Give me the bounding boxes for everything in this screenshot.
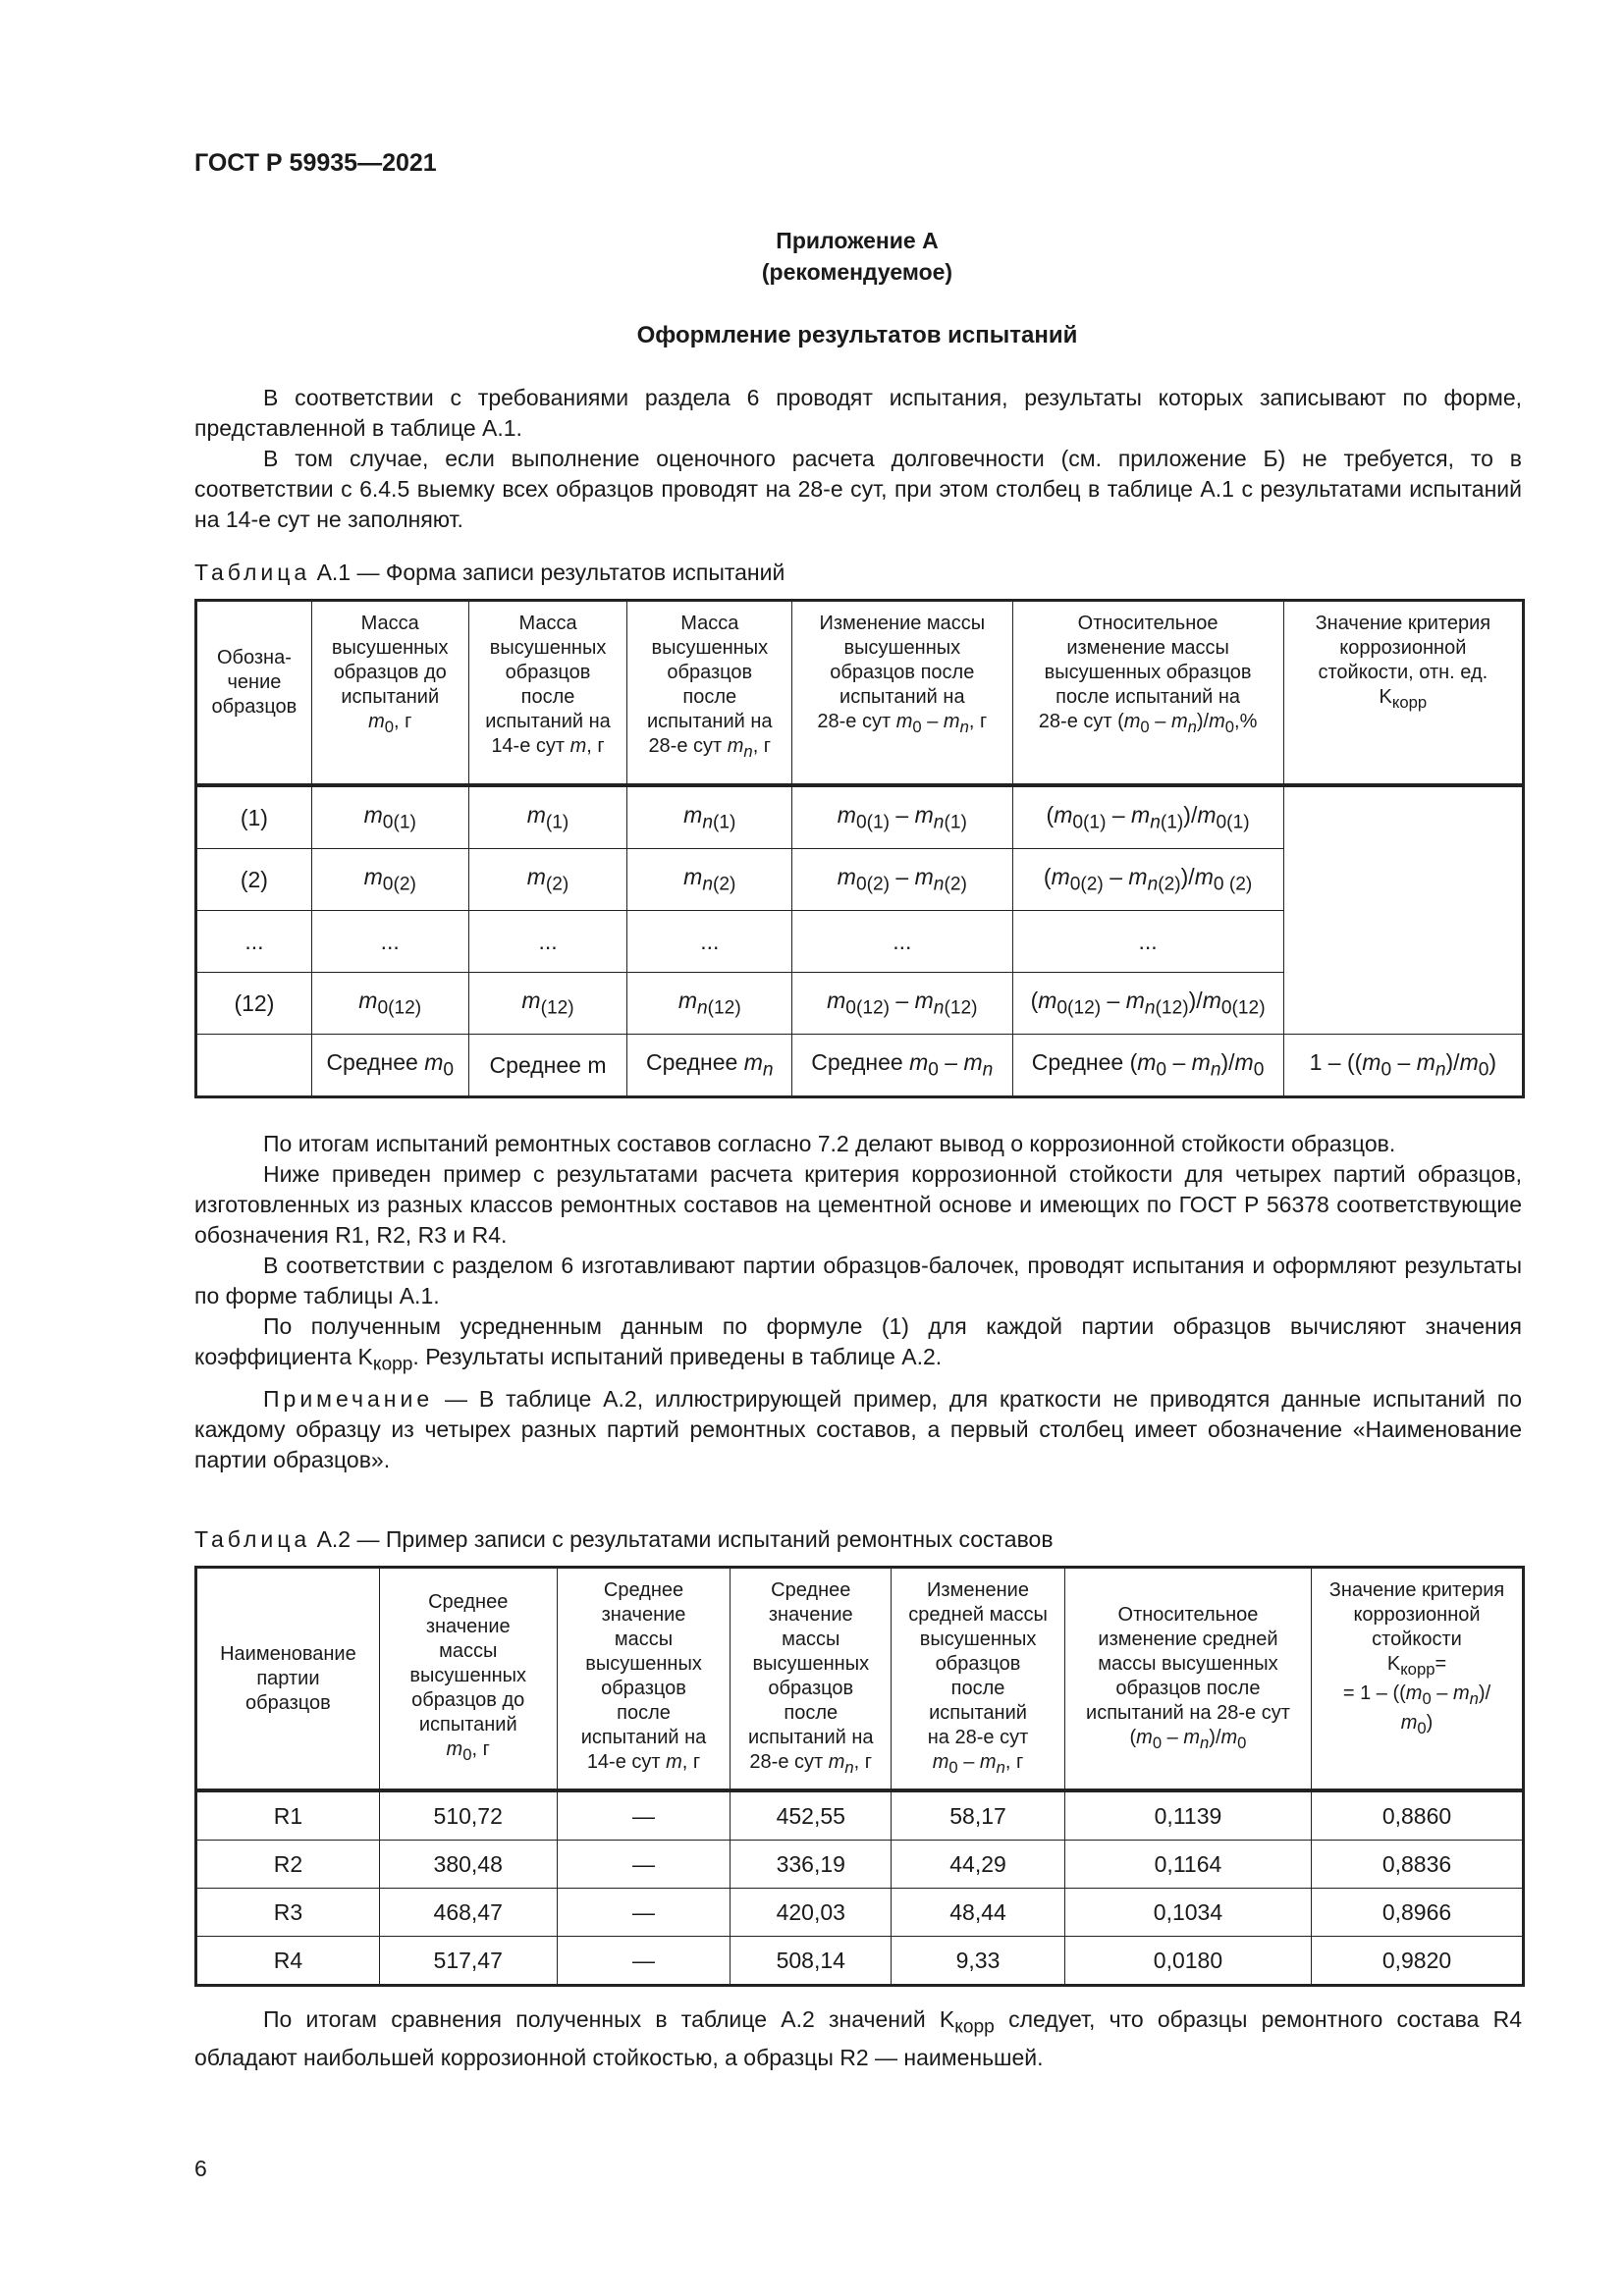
table-cell: ... xyxy=(196,911,312,973)
table-cell: 0,8860 xyxy=(1312,1790,1524,1841)
table-cell: $m_{0(2)} - m_{n(2)}$ xyxy=(792,849,1012,911)
table-cell: 0,8966 xyxy=(1312,1889,1524,1937)
table-cell: 58,17 xyxy=(892,1790,1065,1841)
table-cell: — xyxy=(557,1937,731,1986)
table-cell: 510,72 xyxy=(379,1790,557,1841)
table-cell: R4 xyxy=(196,1937,380,1986)
table-cell: $m_{(2)}$ xyxy=(468,849,627,911)
table1-caption-prefix: Таблица xyxy=(194,560,311,585)
table-cell: 0,1139 xyxy=(1064,1790,1311,1841)
table-cell: $m_{(1)}$ xyxy=(468,785,627,849)
body-paragraph-1: По итогам испытаний ремонтных составов согласно 7.2 делают вывод о коррозионной стойкости образцов. xyxy=(263,1131,1396,1156)
table-cell: 0,1034 xyxy=(1064,1889,1311,1937)
body-paragraph-4: По полученным усредненным данным по формуле (1) для каждой партии образцов вычисляют значения коэффициента $K_{корр}$. Результаты испытаний приведены в таблице А.2. xyxy=(194,1313,1522,1375)
table2-header-mass-change: Изменение средней массы высушенных образцов после испытаний на 28-е сут $m_0 - m_n$, г xyxy=(892,1568,1065,1791)
note-text: — В таблице А.2, иллюстрирующей пример, для краткости не приводятся данные испытаний по каждому образцу из четырех разных партий ремонтных составов, а первый столбец имеет обозначение «Наименование партии образцов». xyxy=(194,1385,1522,1472)
table-row xyxy=(196,1889,1524,1937)
table-cell-empty xyxy=(1283,785,1523,1035)
table-cell: Среднее $(m_0 - m_n)/m_0$ xyxy=(1012,1035,1283,1097)
table-cell: 0,0180 xyxy=(1064,1937,1311,1986)
table-cell: ... xyxy=(468,911,627,973)
table-cell: $m_{0(1)} - m_{n(1)}$ xyxy=(792,785,1012,849)
table-cell: 336,19 xyxy=(731,1841,892,1889)
table-row xyxy=(196,1790,1524,1841)
intro-text xyxy=(194,383,1522,535)
table2-caption-prefix: Таблица xyxy=(194,1526,311,1552)
table-cell: 0,1164 xyxy=(1064,1841,1311,1889)
table2-header-initial-mass: Среднее значение массы высушенных образцов до испытаний $m_0$, г xyxy=(379,1568,557,1791)
table-cell: $m_{n(12)}$ xyxy=(627,973,792,1035)
intro-paragraph-2: В том случае, если выполнение оценочного расчета долговечности (см. приложение Б) не требуется, то в соответствии с 6.4.5 выемку всех образцов проводят на 28-е сут, при этом столбец в таблице А.1 с результатами испытаний на 14-е сут не заполняют. xyxy=(194,446,1522,532)
table-cell: 452,55 xyxy=(731,1790,892,1841)
table-row xyxy=(196,1937,1524,1986)
appendix-status: (рекомендуемое) xyxy=(761,259,953,285)
table-cell: Среднее $m_n$ xyxy=(627,1035,792,1097)
table-row xyxy=(196,1841,1524,1889)
table-cell: ... xyxy=(311,911,468,973)
table1-header-mass-change: Изменение массы высушенных образцов после испытаний на 28-е сут $m_0 - m_n$, г xyxy=(792,601,1012,786)
table-cell: $m_{0(12)}$ xyxy=(311,973,468,1035)
table-cell: 420,03 xyxy=(731,1889,892,1937)
appendix-heading: Оформление результатов испытаний xyxy=(636,322,1078,348)
table2-caption-text: А.2 — Пример записи с результатами испытаний ремонтных составов xyxy=(310,1526,1054,1552)
table-cell: (12) xyxy=(196,973,312,1035)
table-cell: ... xyxy=(1012,911,1283,973)
results-form-table xyxy=(194,599,1525,1098)
table2-header-relative-change: Относительное изменение средней массы высушенных образцов после испытаний на 28-е сут $(m_0 - m_n)/m_0$ xyxy=(1064,1568,1311,1791)
table-cell: 9,33 xyxy=(892,1937,1065,1986)
table-cell: $m_{n(1)}$ xyxy=(627,785,792,849)
table-cell: $m_{(12)}$ xyxy=(468,973,627,1035)
table1-caption-text: А.1 — Форма записи результатов испытаний xyxy=(310,560,785,585)
table2-caption xyxy=(194,1526,1054,1553)
table-cell: 508,14 xyxy=(731,1937,892,1986)
appendix-title: Приложение А xyxy=(776,228,939,253)
table1-header-initial-mass: Масса высушенных образцов до испытаний $m_0$, г xyxy=(311,601,468,786)
table-cell: $(m_{0(1)} - m_{n(1)})/m_{0(1)}$ xyxy=(1012,785,1283,849)
table-cell: 0,9820 xyxy=(1312,1937,1524,1986)
table-cell: (1) xyxy=(196,785,312,849)
table1-header-mass-14d: Масса высушенных образцов после испытаний на 14-е сут m, г xyxy=(468,601,627,786)
table1-caption xyxy=(194,560,785,586)
table-cell: $(m_{0(2)} - m_{n(2)})/m_{0 (2)}$ xyxy=(1012,849,1283,911)
example-results-table xyxy=(194,1566,1525,1987)
intro-paragraph-1: В соответствии с требованиями раздела 6 проводят испытания, результаты которых записывают по форме, представленной в таблице А.1. xyxy=(194,385,1522,441)
table1-header-relative-change: Относительное изменение массы высушенных образцов после испытаний на 28-е сут $(m_0 - m_n)/m_0,\%$ xyxy=(1012,601,1283,786)
table2-header-mass-28d: Среднее значение массы высушенных образцов после испытаний на 28-е сут $m_n$, г xyxy=(731,1568,892,1791)
table-cell: — xyxy=(557,1889,731,1937)
table-cell: R2 xyxy=(196,1841,380,1889)
table-cell: $1 - ((m_0 - m_n)/m_0)$ xyxy=(1283,1035,1523,1097)
body-paragraph-3: В соответствии с разделом 6 изготавливают партии образцов-балочек, проводят испытания и оформляют результаты по форме таблицы А.1. xyxy=(194,1253,1522,1308)
table-header-row xyxy=(196,601,1524,786)
page-number: 6 xyxy=(194,2156,207,2181)
table-summary-row xyxy=(196,1035,1524,1097)
table2-header-mass-14d: Среднее значение массы высушенных образцов после испытаний на 14-е сут m, г xyxy=(557,1568,731,1791)
table2-header-batch: Наименование партии образцов xyxy=(196,1568,380,1791)
table-cell: Среднее m xyxy=(468,1035,627,1097)
table-row xyxy=(196,785,1524,849)
table-cell: Среднее $m_0$ xyxy=(311,1035,468,1097)
table-cell: Среднее $m_0 - m_n$ xyxy=(792,1035,1012,1097)
table-cell: 517,47 xyxy=(379,1937,557,1986)
table2-header-criterion: Значение критерия коррозионной стойкости $K_{корр}=$ = $1 - ((m_0 - m_n)/$ $m_0$) xyxy=(1312,1568,1524,1791)
table-cell: — xyxy=(557,1790,731,1841)
table-cell: ... xyxy=(627,911,792,973)
table-cell: $(m_{0(12)} - m_{n(12)})/m_{0(12)}$ xyxy=(1012,973,1283,1035)
table-cell: $m_{n(2)}$ xyxy=(627,849,792,911)
table-cell: $m_{0(1)}$ xyxy=(311,785,468,849)
document-code: ГОСТ Р 59935—2021 xyxy=(194,149,437,177)
table-cell: R1 xyxy=(196,1790,380,1841)
table1-header-mass-28d: Масса высушенных образцов после испытаний на 28-е сут $m_n$, г xyxy=(627,601,792,786)
table-cell: $m_{0(12)} - m_{n(12)}$ xyxy=(792,973,1012,1035)
table-cell: — xyxy=(557,1841,731,1889)
note-paragraph xyxy=(194,1384,1522,1475)
body-paragraph-2: Ниже приведен пример с результатами расчета критерия коррозионной стойкости для четырех партий образцов, изготовленных из разных классов ремонтных составов на цементной основе и имеющих по ГОСТ Р 56378 соответствующие обозначения R1, R2, R3 и R4. xyxy=(194,1161,1522,1248)
table-cell: R3 xyxy=(196,1889,380,1937)
table-cell: (2) xyxy=(196,849,312,911)
table-cell: 0,8836 xyxy=(1312,1841,1524,1889)
table1-header-criterion: Значение критерия коррозионной стойкости, отн. ед. $K_{корр}$ xyxy=(1283,601,1523,786)
table-cell: 48,44 xyxy=(892,1889,1065,1937)
table-cell: $m_{0(2)}$ xyxy=(311,849,468,911)
table1-header-designation: Обозна- чение образцов xyxy=(196,601,312,786)
table-cell: 468,47 xyxy=(379,1889,557,1937)
table-cell: 44,29 xyxy=(892,1841,1065,1889)
conclusion-text xyxy=(194,2004,1522,2073)
note-label: Примечание xyxy=(263,1385,434,1412)
table-cell xyxy=(196,1035,312,1097)
conclusion-paragraph: По итогам сравнения полученных в таблице А.2 значений $K_{корр}$ следует, что образцы ремонтного состава R4 обладают наибольшей коррозионной стойкостью, а образцы R2 — наименьшей. xyxy=(194,2006,1522,2070)
table-cell: ... xyxy=(792,911,1012,973)
table-header-row xyxy=(196,1568,1524,1791)
body-text xyxy=(194,1129,1522,1475)
table-cell: 380,48 xyxy=(379,1841,557,1889)
